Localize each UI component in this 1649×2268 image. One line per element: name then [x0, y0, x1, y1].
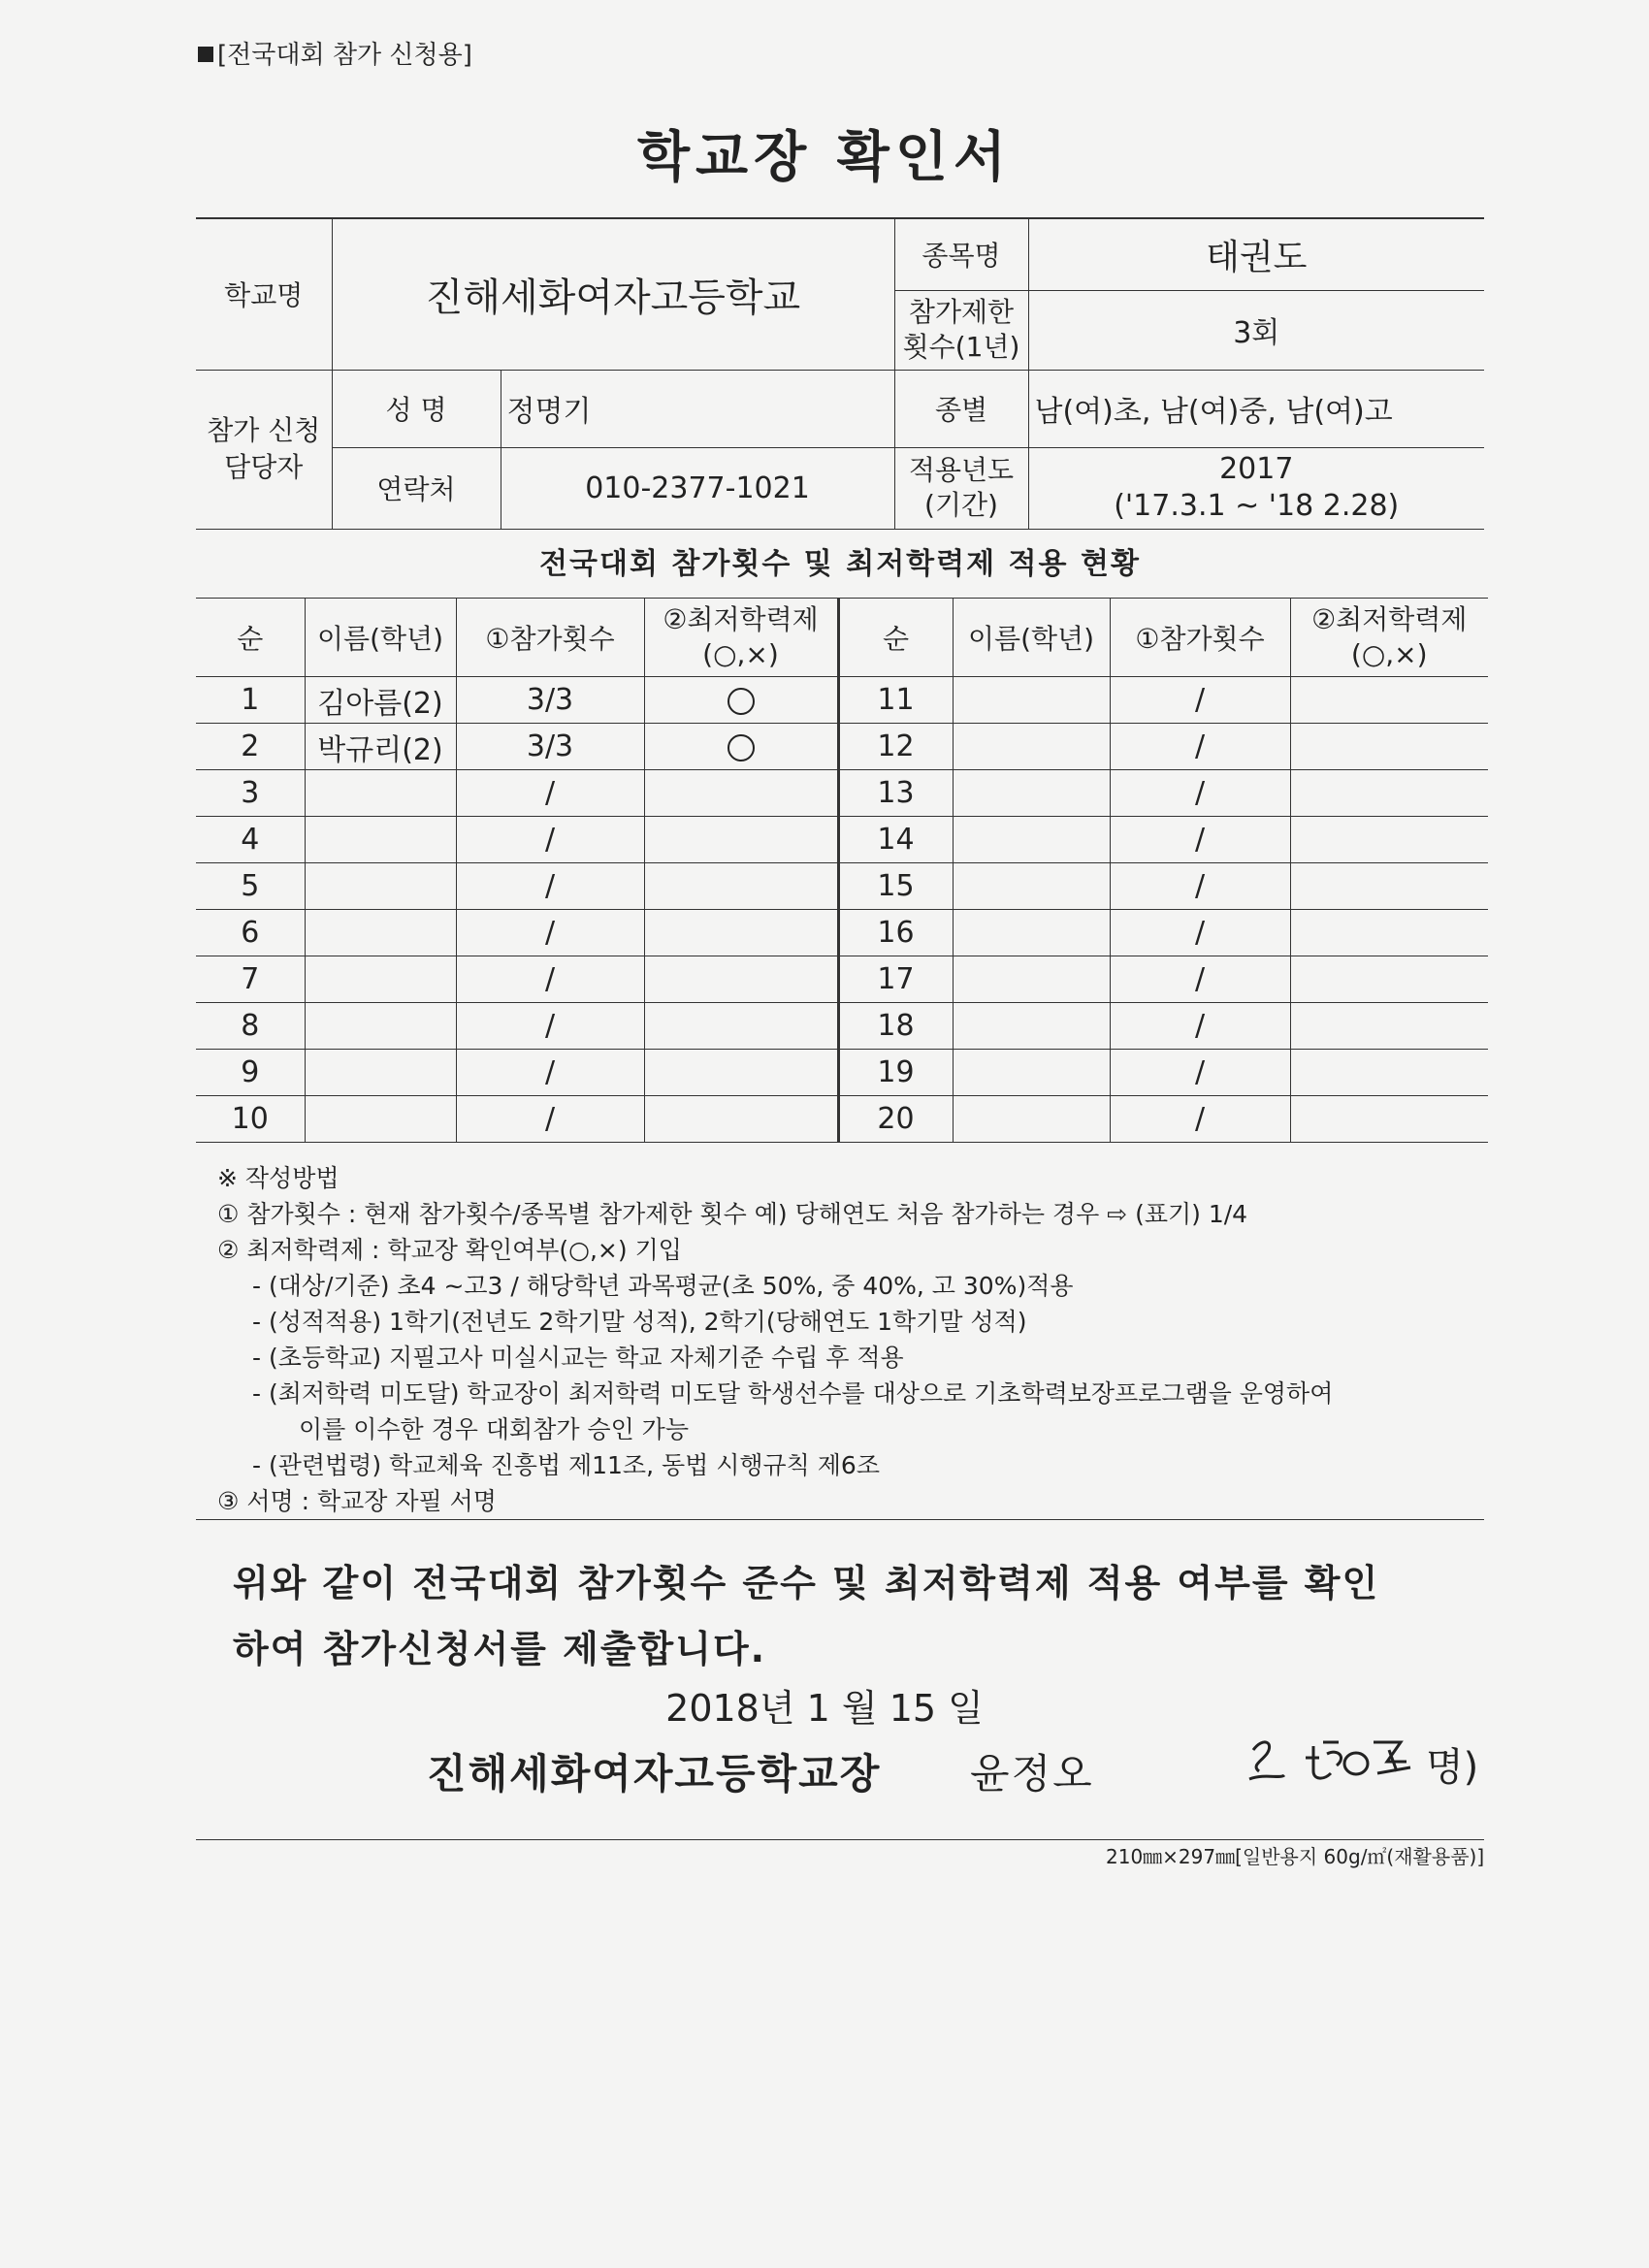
instruction-line: ③ 서명 : 학교장 자필 서명 [217, 1487, 497, 1515]
circle-mark-icon [728, 688, 755, 715]
instruction-line: ① 참가횟수 : 현재 참가횟수/종목별 참가제한 횟수 예) 당해연도 처음 참가하는 경우 ⇨ (표기) 1/4 [217, 1200, 1248, 1228]
student-name [953, 677, 1110, 724]
academic-check [644, 1050, 838, 1096]
row-number: 5 [196, 863, 305, 910]
contact-label: 연락처 [332, 447, 501, 529]
name-label: 성 명 [332, 370, 501, 447]
student-name: 김아름(2) [305, 677, 456, 724]
academic-check [644, 817, 838, 863]
participation-count: / [456, 863, 644, 910]
student-name [953, 770, 1110, 817]
student-name: 박규리(2) [305, 724, 456, 770]
academic-check [1290, 724, 1488, 770]
row-number: 4 [196, 817, 305, 863]
row-number: 20 [838, 1096, 953, 1143]
table-row [196, 817, 1488, 863]
row-number: 3 [196, 770, 305, 817]
academic-check [644, 1003, 838, 1050]
student-name [953, 863, 1110, 910]
table-row [196, 770, 1488, 817]
participation-count: / [456, 1050, 644, 1096]
participation-count: / [1110, 910, 1290, 956]
row-number: 16 [838, 910, 953, 956]
declaration-line: 위와 같이 전국대회 참가횟수 준수 및 최저학력제 적용 여부를 확인 [233, 1562, 1380, 1604]
student-name [953, 1003, 1110, 1050]
contact-value: 010-2377-1021 [501, 447, 894, 529]
event-label: 종목명 [894, 218, 1028, 290]
student-name [953, 956, 1110, 1003]
academic-check [644, 770, 838, 817]
participation-count: 3/3 [456, 677, 644, 724]
participation-count: / [1110, 863, 1290, 910]
instruction-line: - (초등학교) 지필고사 미실시교는 학교 자체기준 수립 후 적용 [252, 1344, 904, 1372]
academic-check [1290, 770, 1488, 817]
academic-check [644, 677, 838, 724]
info-table [196, 217, 1484, 530]
row-number: 2 [196, 724, 305, 770]
student-name [953, 724, 1110, 770]
col-header-academic: ②최저학력제 (○,×) [1290, 599, 1488, 677]
row-number: 19 [838, 1050, 953, 1096]
table-row [196, 724, 1488, 770]
instruction-line: ※ 작성방법 [217, 1164, 340, 1192]
period-value: ('17.3.1 ~ '18 2.28) [1114, 489, 1400, 523]
school-name: 진해세화여자고등학교 [332, 218, 894, 370]
row-number: 1 [196, 677, 305, 724]
academic-check [1290, 863, 1488, 910]
col-header-no: 순 [838, 599, 953, 677]
name-value: 정명기 [501, 370, 894, 447]
academic-check [1290, 1003, 1488, 1050]
student-name [305, 1003, 456, 1050]
academic-check [1290, 677, 1488, 724]
col-header-academic: ②최저학력제 (○,×) [644, 599, 838, 677]
academic-check [1290, 910, 1488, 956]
table-row [196, 1096, 1488, 1143]
col-header-count: ①참가횟수 [456, 599, 644, 677]
declaration [233, 1550, 1484, 1682]
instruction-line: - (성적적용) 1학기(전년도 2학기말 성적), 2학기(당해연도 1학기말 성적) [252, 1308, 1027, 1336]
student-name [305, 956, 456, 1003]
col-header-name: 이름(학년) [953, 599, 1110, 677]
col-header-name: 이름(학년) [305, 599, 456, 677]
row-number: 17 [838, 956, 953, 1003]
row-number: 8 [196, 1003, 305, 1050]
table-row [196, 863, 1488, 910]
participation-count: / [456, 956, 644, 1003]
academic-check [1290, 817, 1488, 863]
academic-check [1290, 1050, 1488, 1096]
table-row [196, 956, 1488, 1003]
academic-check [644, 724, 838, 770]
principal-title: 진해세화여자고등학교장 [427, 1750, 882, 1798]
row-number: 14 [838, 817, 953, 863]
academic-check [644, 956, 838, 1003]
year-label: 적용년도 (기간) [894, 447, 1028, 529]
participation-count: / [456, 1096, 644, 1143]
row-number: 13 [838, 770, 953, 817]
instructions [217, 1160, 1488, 1519]
table-row [196, 677, 1488, 724]
category-value: 남(여)초, 남(여)중, 남(여)고 [1028, 370, 1484, 447]
page-title: 학교장 확인서 [636, 126, 1013, 189]
student-name [953, 1096, 1110, 1143]
student-name [305, 770, 456, 817]
participation-count: / [1110, 677, 1290, 724]
instruction-line: - (최저학력 미도달) 학교장이 최저학력 미도달 학생선수를 대상으로 기초학력보장프로그램을 운영하여 [252, 1379, 1334, 1408]
participation-count: / [1110, 724, 1290, 770]
instruction-line: - (관련법령) 학교체육 진흥법 제11조, 동법 시행규칙 제6조 [252, 1451, 880, 1479]
year-value: 2017 [1219, 452, 1294, 486]
footer-rule [196, 1839, 1484, 1840]
col-header-no: 순 [196, 599, 305, 677]
circle-mark-icon [728, 734, 755, 761]
school-label: 학교명 [196, 218, 332, 370]
declaration-line: 하여 참가신청서를 제출합니다. [233, 1628, 767, 1670]
year-cell [1028, 447, 1484, 529]
seal-suffix: 명) [1426, 1745, 1479, 1790]
row-number: 6 [196, 910, 305, 956]
row-number: 9 [196, 1050, 305, 1096]
row-number: 12 [838, 724, 953, 770]
student-name [305, 1050, 456, 1096]
participation-count: / [456, 770, 644, 817]
row-number: 11 [838, 677, 953, 724]
student-name [305, 817, 456, 863]
academic-check [1290, 1096, 1488, 1143]
limit-value: 3회 [1028, 290, 1484, 370]
category-label: 종별 [894, 370, 1028, 447]
manager-label: 참가 신청 담당자 [196, 370, 332, 529]
row-number: 18 [838, 1003, 953, 1050]
signing-date: 2018년 1 월 15 일 [665, 1687, 984, 1730]
student-name [305, 1096, 456, 1143]
table-row [196, 1050, 1488, 1096]
table-row [196, 910, 1488, 956]
participation-count: / [1110, 1096, 1290, 1143]
participation-count: / [456, 1003, 644, 1050]
participation-count: / [1110, 1050, 1290, 1096]
limit-label: 참가제한 횟수(1년) [894, 290, 1028, 370]
col-header-count: ①참가횟수 [1110, 599, 1290, 677]
event-value: 태권도 [1028, 218, 1484, 290]
student-name [953, 910, 1110, 956]
participation-count: / [1110, 817, 1290, 863]
student-name [305, 863, 456, 910]
participation-count: / [456, 817, 644, 863]
table-row [196, 1003, 1488, 1050]
participation-count: / [1110, 1003, 1290, 1050]
participation-count: / [1110, 770, 1290, 817]
instruction-line: - (대상/기준) 초4 ~고3 / 해당학년 과목평균(초 50%, 중 40%, 고 30%)적용 [252, 1272, 1074, 1300]
participation-count: / [456, 910, 644, 956]
form-type-tag: [전국대회 참가 신청용] [198, 35, 472, 71]
academic-check [644, 910, 838, 956]
academic-check [644, 1096, 838, 1143]
principal-name: 윤정오 [970, 1750, 1094, 1798]
participation-count: / [1110, 956, 1290, 1003]
row-number: 15 [838, 863, 953, 910]
instruction-line: 이를 이수한 경우 대회참가 승인 가능 [299, 1415, 689, 1443]
student-name [953, 817, 1110, 863]
instruction-line: ② 최저학력제 : 학교장 확인여부(○,×) 기입 [217, 1236, 682, 1264]
academic-check [644, 863, 838, 910]
signature-block [1245, 1729, 1488, 1800]
row-number: 7 [196, 956, 305, 1003]
paper-spec: 210㎜×297㎜[일반용지 60g/㎡(재활용품)] [1106, 1845, 1485, 1868]
row-number: 10 [196, 1096, 305, 1143]
roster-table [196, 598, 1488, 1143]
student-name [953, 1050, 1110, 1096]
status-heading: 전국대회 참가횟수 및 최저학력제 적용 현황 [539, 547, 1141, 581]
student-name [305, 910, 456, 956]
divider [196, 1519, 1484, 1520]
participation-count: 3/3 [456, 724, 644, 770]
academic-check [1290, 956, 1488, 1003]
